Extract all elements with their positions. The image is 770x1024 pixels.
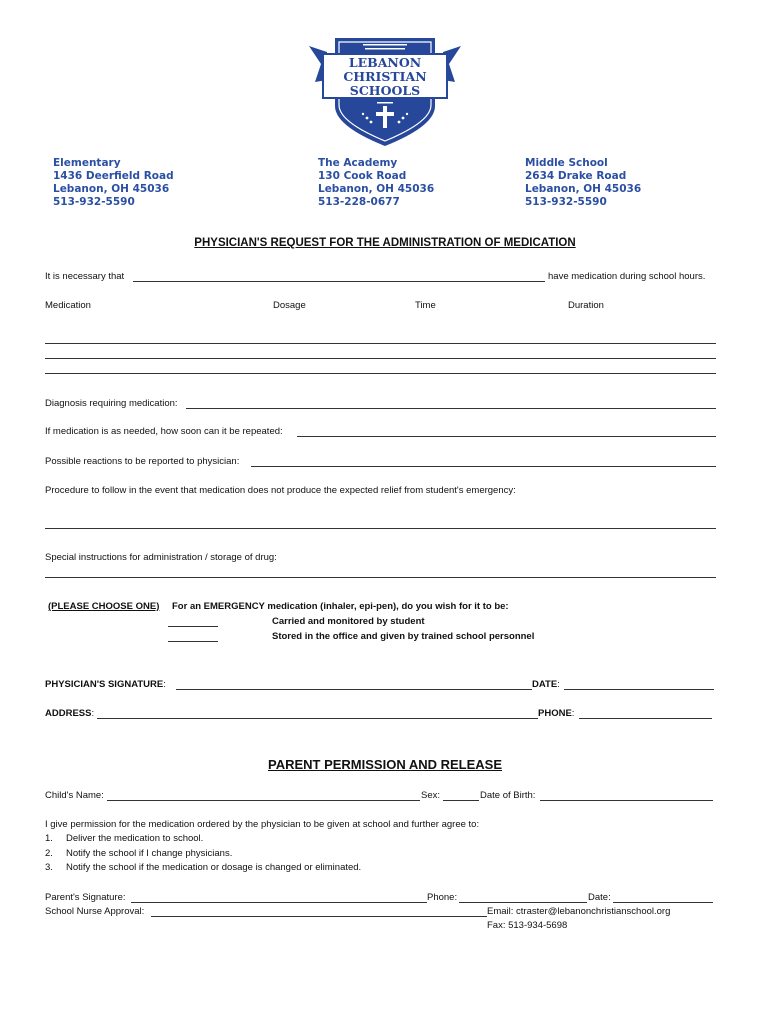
- school-city: Lebanon, OH 45036: [525, 183, 642, 195]
- date-field[interactable]: [564, 689, 714, 690]
- option2-checkline[interactable]: [168, 641, 218, 642]
- list-item-number: 3.: [45, 862, 53, 873]
- procedure-label: Procedure to follow in the event that medication does not produce the expected relief from student's emergency:: [45, 485, 516, 496]
- date-label-text: DATE: [532, 679, 558, 690]
- choose-one-label: (PLEASE CHOOSE ONE): [48, 601, 160, 612]
- school-street: 2634 Drake Road: [525, 170, 627, 182]
- reactions-field[interactable]: [251, 466, 716, 467]
- medication-row-1[interactable]: [45, 343, 716, 344]
- list-item-text: Notify the school if I change physicians.: [66, 848, 233, 859]
- student-name-field[interactable]: [133, 281, 545, 282]
- logo-line1: LEBANON: [348, 55, 422, 70]
- school-phone: 513-228-0677: [318, 196, 400, 208]
- list-item: [45, 833, 204, 844]
- as-needed-label: If medication is as needed, how soon can it be repeated:: [45, 426, 283, 437]
- diagnosis-label: Diagnosis requiring medication:: [45, 398, 178, 409]
- parent-phone-field[interactable]: [459, 902, 587, 903]
- emergency-question: For an EMERGENCY medication (inhaler, epi-pen), do you wish for it to be:: [172, 601, 509, 612]
- parent-date-field[interactable]: [613, 902, 713, 903]
- reactions-label: Possible reactions to be reported to physician:: [45, 456, 240, 467]
- physician-signature-text: PHYSICIAN'S SIGNATURE: [45, 679, 164, 690]
- list-item-text: Deliver the medication to school.: [66, 833, 204, 844]
- parent-phone-label: Phone:: [427, 892, 458, 903]
- list-item-number: 1.: [45, 833, 53, 844]
- parent-date-label: Date:: [588, 892, 611, 903]
- option1-checkline[interactable]: [168, 626, 218, 627]
- dob-field[interactable]: [540, 800, 713, 801]
- school-academy: [318, 157, 434, 209]
- col-dosage: Dosage: [273, 300, 306, 311]
- special-field[interactable]: [45, 577, 716, 578]
- physician-signature-field[interactable]: [176, 689, 532, 690]
- school-street: 1436 Deerfield Road: [53, 170, 174, 182]
- medication-row-3[interactable]: [45, 373, 716, 374]
- school-name: The Academy: [318, 157, 398, 169]
- school-middle: [525, 157, 641, 209]
- logo-line3: SCHOOLS: [349, 83, 421, 98]
- list-item-text: Notify the school if the medication or dosage is changed or eliminated.: [66, 862, 362, 873]
- option1-label: Carried and monitored by student: [272, 616, 425, 627]
- address-field[interactable]: [97, 718, 538, 719]
- diagnosis-field[interactable]: [186, 408, 716, 409]
- sex-field[interactable]: [443, 800, 479, 801]
- list-item-number: 2.: [45, 848, 53, 859]
- necessary-label: It is necessary that: [45, 271, 125, 282]
- physician-signature-label: PHYSICIAN'S SIGNATURE:: [45, 679, 166, 690]
- option2-label: Stored in the office and given by trained school personnel: [272, 631, 535, 642]
- school-elementary: [53, 157, 174, 209]
- parent-section-title: PARENT PERMISSION AND RELEASE: [267, 757, 503, 772]
- school-phone: 513-932-5590: [525, 196, 607, 208]
- school-logo: [305, 36, 465, 148]
- address-label-text: ADDRESS: [45, 708, 92, 719]
- procedure-field[interactable]: [45, 528, 716, 529]
- nurse-email: Email: ctraster@lebanonchristianschool.org: [487, 906, 671, 917]
- parent-signature-label: Parent's Signature:: [45, 892, 126, 903]
- medication-row-2[interactable]: [45, 358, 716, 359]
- dob-label: Date of Birth:: [480, 790, 536, 801]
- phone-label-text: PHONE: [538, 708, 572, 719]
- parent-signature-field[interactable]: [131, 902, 427, 903]
- phone-label: PHONE:: [538, 708, 575, 719]
- child-name-field[interactable]: [107, 800, 420, 801]
- permission-text: I give permission for the medication ordered by the physician to be given at school and further agree to:: [45, 819, 480, 830]
- school-street: 130 Cook Road: [318, 170, 407, 182]
- school-phone: 513-932-5590: [53, 196, 135, 208]
- special-label: Special instructions for administration / storage of drug:: [45, 552, 277, 563]
- physician-section-title: PHYSICIAN'S REQUEST FOR THE ADMINISTRATION OF MEDICATION: [194, 237, 576, 249]
- school-name: Elementary: [53, 157, 121, 169]
- nurse-approval-field[interactable]: [151, 916, 487, 917]
- address-label: ADDRESS:: [45, 708, 95, 719]
- logo-line2: CHRISTIAN: [343, 69, 427, 84]
- school-name: Middle School: [525, 157, 608, 169]
- necessary-suffix: have medication during school hours.: [548, 271, 706, 282]
- sex-label: Sex:: [421, 790, 441, 801]
- as-needed-field[interactable]: [297, 436, 716, 437]
- nurse-fax: Fax: 513-934-5698: [487, 920, 568, 931]
- date-label: DATE:: [532, 679, 560, 690]
- school-city: Lebanon, OH 45036: [318, 183, 435, 195]
- nurse-approval-label: School Nurse Approval:: [45, 906, 145, 917]
- col-duration: Duration: [568, 300, 604, 311]
- col-medication: Medication: [45, 300, 91, 311]
- list-item: [45, 862, 362, 873]
- col-time: Time: [415, 300, 436, 311]
- phone-field[interactable]: [579, 718, 712, 719]
- child-name-label: Child's Name:: [45, 790, 104, 801]
- list-item: [45, 848, 233, 859]
- school-city: Lebanon, OH 45036: [53, 183, 170, 195]
